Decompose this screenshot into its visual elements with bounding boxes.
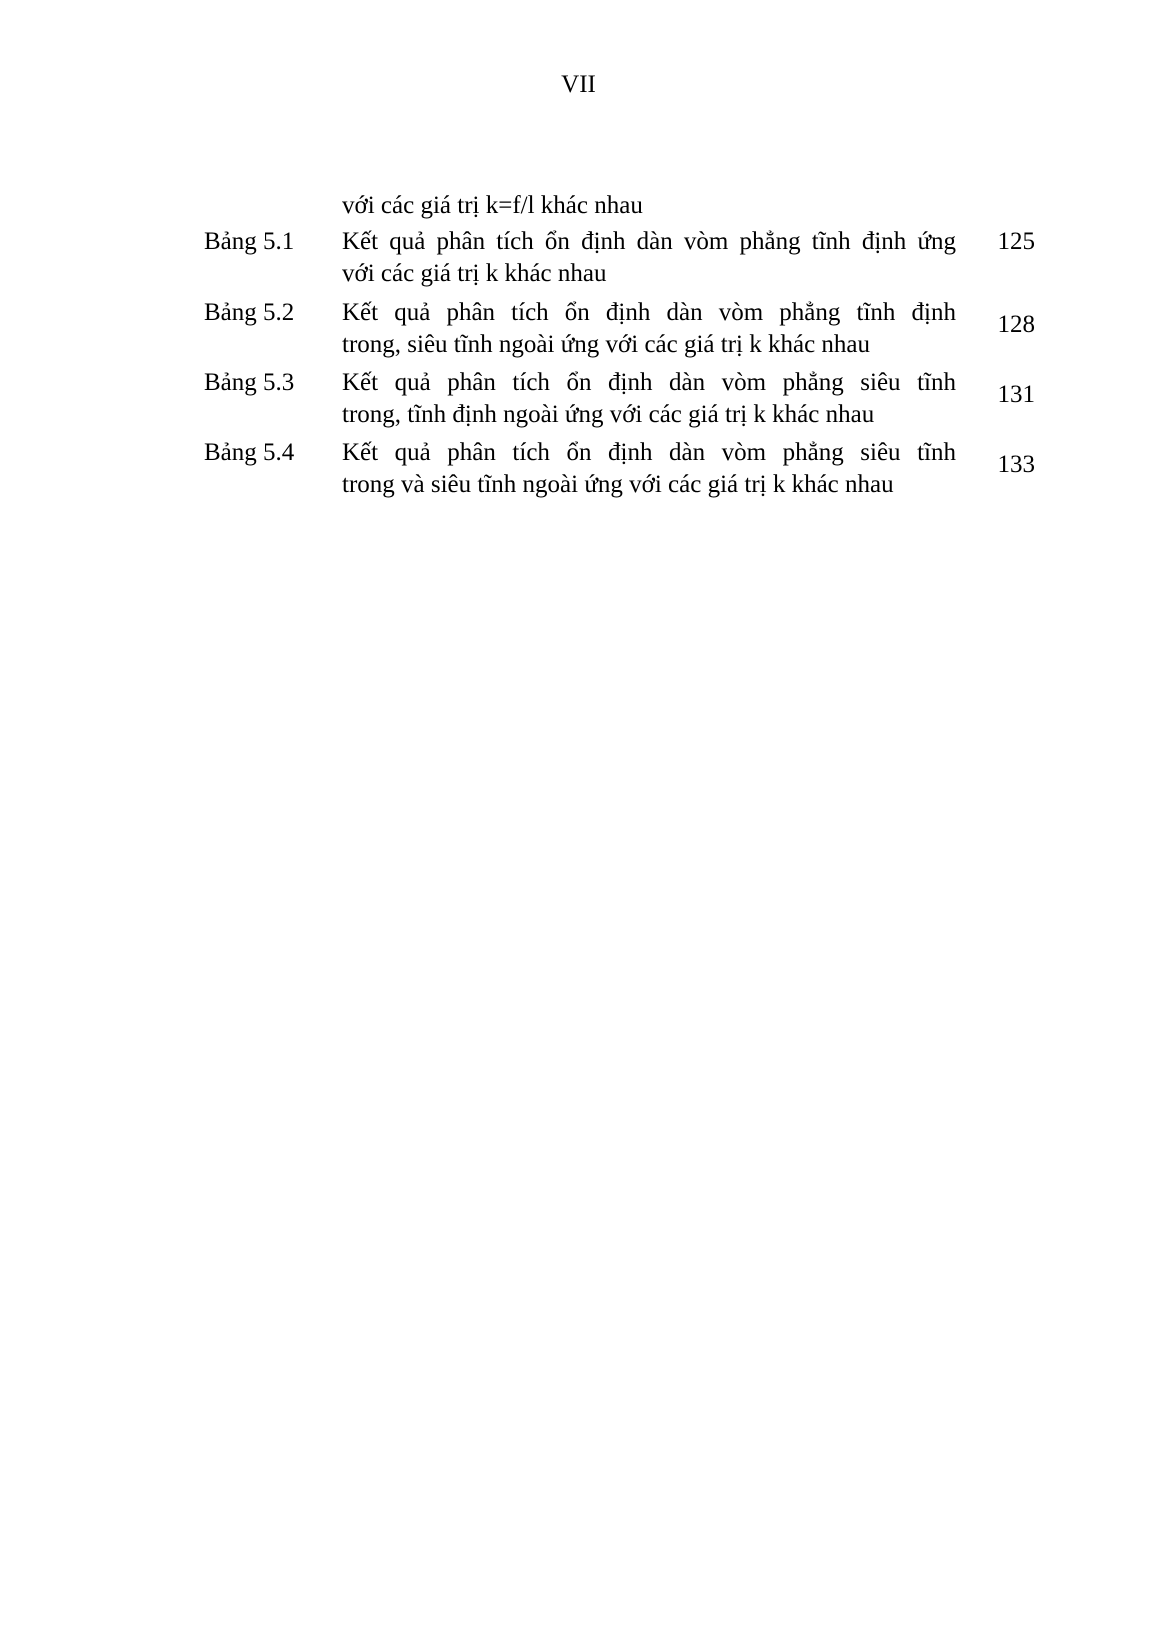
toc-entry-description bbox=[342, 367, 956, 431]
toc-entry-table-5-3 bbox=[0, 367, 1157, 431]
toc-entry-table-5-2 bbox=[0, 297, 1157, 361]
page-number: VII bbox=[561, 71, 596, 98]
toc-entry-description-line: trong, siêu tĩnh ngoài ứng với các giá trị k khác nhau bbox=[342, 331, 871, 358]
toc-entry-page-number: 125 bbox=[997, 228, 1035, 255]
toc-entry-table-5-4 bbox=[0, 437, 1157, 501]
toc-entry-table-5-1 bbox=[0, 226, 1157, 290]
toc-entry-description-line: trong, tĩnh định ngoài ứng với các giá trị k khác nhau bbox=[342, 401, 875, 428]
toc-entry-description-line: Kết quả phân tích ổn định dàn vòm phẳng siêu tĩnh bbox=[342, 369, 956, 396]
toc-entry-page-number: 128 bbox=[997, 311, 1035, 338]
toc-entry-description-line: Kết quả phân tích ổn định dàn vòm phẳng siêu tĩnh bbox=[342, 439, 956, 466]
toc-entry-page-number: 131 bbox=[997, 381, 1035, 408]
continued-entry-text: với các giá trị k=f/l khác nhau bbox=[342, 192, 643, 219]
toc-entry-label: Bảng 5.4 bbox=[204, 439, 295, 466]
toc-entry-description bbox=[342, 226, 956, 290]
toc-entry-description bbox=[342, 437, 956, 501]
toc-entry-label: Bảng 5.1 bbox=[204, 228, 295, 255]
toc-entry-label: Bảng 5.3 bbox=[204, 369, 295, 396]
toc-entry-page-number: 133 bbox=[997, 451, 1035, 478]
toc-entry-description-line: Kết quả phân tích ổn định dàn vòm phẳng tĩnh định bbox=[342, 299, 956, 326]
toc-entry-description bbox=[342, 297, 956, 361]
toc-entry-description-line: với các giá trị k khác nhau bbox=[342, 260, 607, 287]
toc-entry-description-line: trong và siêu tĩnh ngoài ứng với các giá trị k khác nhau bbox=[342, 471, 894, 498]
toc-entry-label: Bảng 5.2 bbox=[204, 299, 295, 326]
toc-entry-description-line: Kết quả phân tích ổn định dàn vòm phẳng tĩnh định ứng bbox=[342, 228, 956, 255]
